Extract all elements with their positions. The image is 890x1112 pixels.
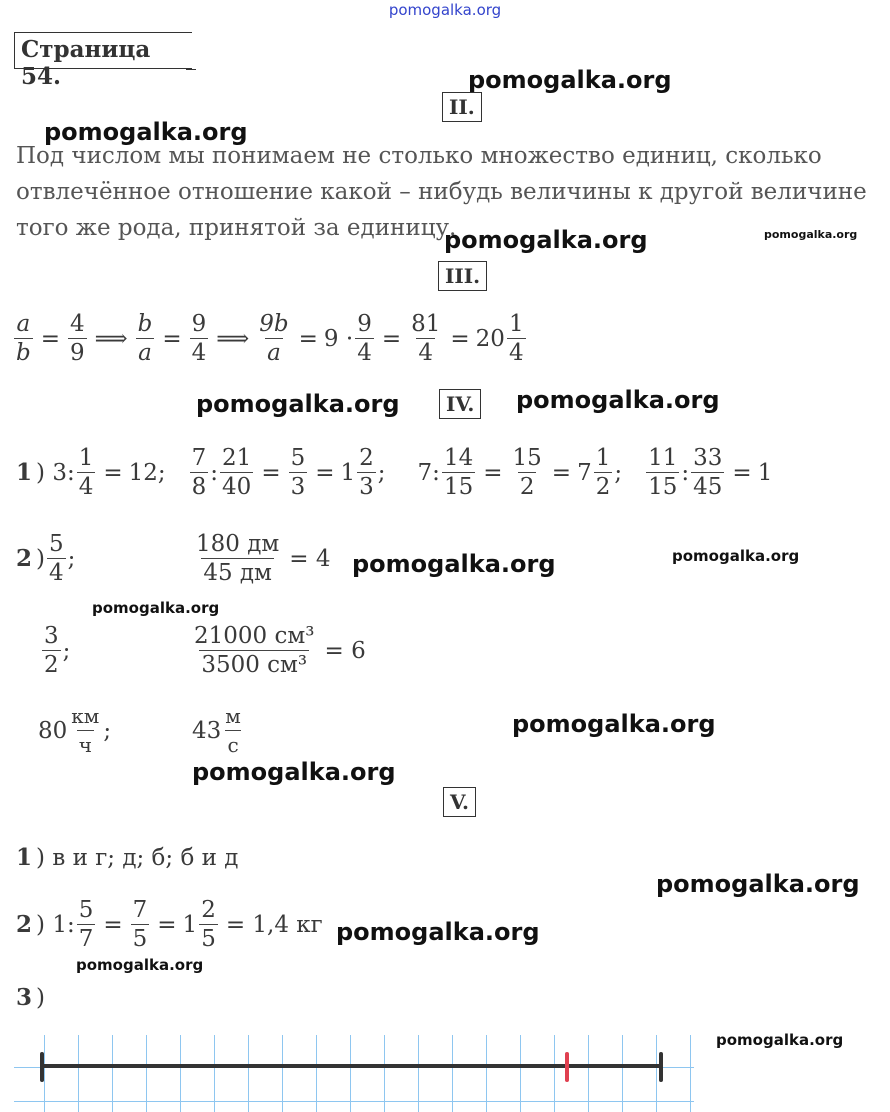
page-title: Страница 54. xyxy=(14,32,192,69)
watermark: pomogalka.org xyxy=(352,550,556,578)
definition-paragraph xyxy=(16,138,886,246)
watermark: pomogalka.org xyxy=(672,547,800,565)
iv-item1-equations: 1 ) 3: $\frac{1}{4}$ = 12; $\frac{7}{8}$ : $\frac{21}{40}$ = $\frac{5}{3}$ = 1 $\frac{2}{3}$ ; 7: $\frac{14}{15}$ = $\frac{15}{2}$ = 7 $\frac{1}{2}$ ; $\frac{11}{15}$ : $\frac{33}{45}$ = 1 xyxy=(16,445,773,500)
iv-length-ratio: $\frac{180 дм}{45 дм}$ = 4 xyxy=(196,531,331,586)
top-site-link[interactable]: pomogalka.org xyxy=(388,1,502,19)
iv-item2-row1: 2 ) $\frac{5}{4}$ ; xyxy=(16,531,76,586)
paragraph-line: Под числом мы понимаем не столько множество единиц, сколько xyxy=(16,143,822,169)
section-iii-heading: III. xyxy=(438,261,487,291)
watermark: pomogalka.org xyxy=(516,386,720,414)
watermark: pomogalka.org xyxy=(196,390,400,418)
watermark: pomogalka.org xyxy=(92,599,220,617)
paragraph-line: отвлечённое отношение какой – нибудь величины к другой величине xyxy=(16,179,867,205)
section-iv-heading: IV. xyxy=(439,389,481,419)
watermark: pomogalka.org xyxy=(336,918,540,946)
iv-speed-km: 80 $\frac{км}{ч}$ ; xyxy=(38,704,112,757)
watermark: pomogalka.org xyxy=(716,1031,844,1049)
number-line xyxy=(42,1064,662,1068)
paragraph-line: того же рода, принятой за единицу. xyxy=(16,215,457,241)
iv-item2-row2: $\frac{3}{2}$ ; xyxy=(44,623,71,678)
watermark: pomogalka.org xyxy=(444,226,648,254)
number-line-start-tick xyxy=(40,1052,44,1082)
iv-volume-ratio: $\frac{\text{21000 см³}}{\text{3500 см³}}$ = 6 xyxy=(194,623,366,678)
watermark: pomogalka.org xyxy=(656,870,860,898)
ratio-equation: $\frac{a}{b}$ = $\frac{4}{9}$ ⟹ $\frac{b}{a}$ = $\frac{9}{4}$ ⟹ $\frac{9b}{a}$ = 9 · $\frac{9}{4}$ = $\frac{81}{4}$ = 20 $\frac{1}{4}$ xyxy=(16,311,524,366)
watermark: pomogalka.org xyxy=(44,118,248,146)
section-ii-heading: II. xyxy=(442,92,482,122)
watermark: pomogalka.org xyxy=(468,66,672,94)
v-item1-answer: 1 ) в и г; д; б; б и д xyxy=(16,844,239,871)
v-item2-equation: 2 ) 1: $\frac{5}{7}$ = $\frac{7}{5}$ = 1 $\frac{2}{5}$ = 1,4 кг xyxy=(16,897,323,952)
watermark: pomogalka.org xyxy=(512,710,716,738)
iv-speed-m: 43 $\frac{м}{с}$ xyxy=(192,704,241,757)
grid-paper xyxy=(14,1035,694,1112)
watermark: pomogalka.org xyxy=(192,758,396,786)
number-line-end-tick xyxy=(659,1052,663,1082)
watermark: pomogalka.org xyxy=(76,956,204,974)
number-line-marker xyxy=(565,1052,569,1082)
section-v-heading: V. xyxy=(443,787,476,817)
v-item3-label: 3 ) xyxy=(16,984,45,1011)
watermark: pomogalka.org xyxy=(764,228,858,241)
